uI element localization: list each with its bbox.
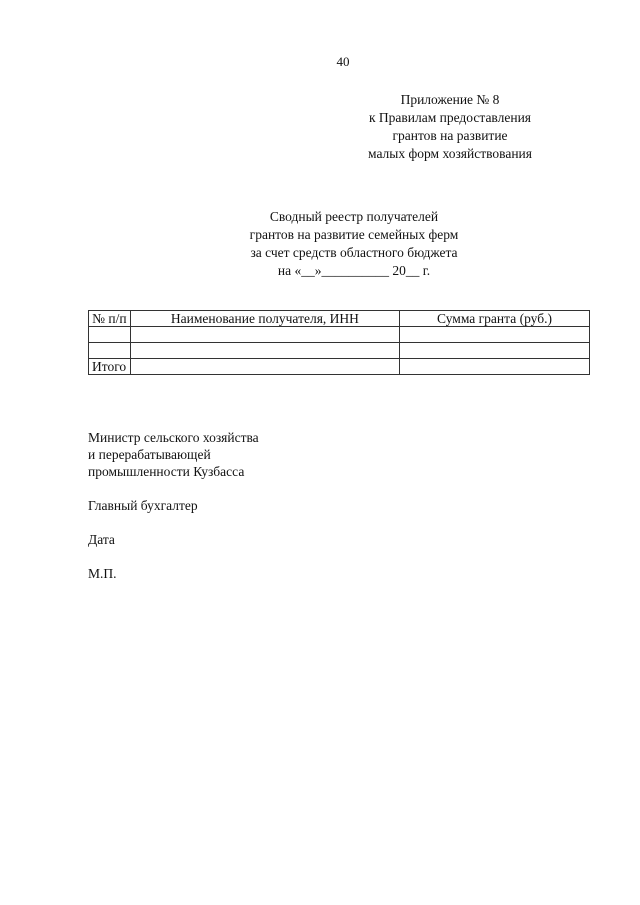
title-line: Сводный реестр получателей: [269, 209, 439, 224]
table-cell: [130, 343, 399, 359]
appendix-line: грантов на развитие: [392, 128, 508, 143]
table-cell: [400, 327, 590, 343]
stamp-label: М.П.: [88, 566, 117, 581]
total-label: Итого: [89, 359, 131, 375]
minister-line: Министр сельского хозяйства: [88, 430, 259, 445]
header-number: № п/п: [89, 311, 131, 327]
table-total-row: [89, 359, 590, 375]
minister-line: и перерабатывающей: [88, 447, 211, 462]
table-row: [89, 327, 590, 343]
total-sum-cell: [400, 359, 590, 375]
recipients-registry-table: [88, 310, 590, 375]
appendix-line: к Правилам предоставления: [368, 110, 532, 125]
title-date-line: на «__»__________ 20__ г.: [277, 263, 431, 278]
document-title: [0, 208, 640, 280]
signature-block: [88, 429, 259, 582]
minister-signature: [88, 429, 259, 480]
table-header-row: [89, 311, 590, 327]
date-label: Дата: [88, 532, 115, 547]
title-line: за счет средств областного бюджета: [250, 245, 458, 260]
total-name-cell: [130, 359, 399, 375]
minister-line: промышленности Кузбасса: [88, 464, 245, 479]
appendix-reference: [320, 91, 580, 163]
table-cell: [130, 327, 399, 343]
header-grant-amount: Сумма гранта (руб.): [400, 311, 590, 327]
appendix-line: малых форм хозяйствования: [368, 146, 532, 161]
title-line: грантов на развитие семейных ферм: [249, 227, 459, 242]
page-number: 40: [336, 54, 350, 69]
header-recipient-name: Наименование получателя, ИНН: [130, 311, 399, 327]
table-cell: [89, 327, 131, 343]
table-cell: [89, 343, 131, 359]
chief-accountant-label: Главный бухгалтер: [88, 498, 198, 513]
table-cell: [400, 343, 590, 359]
table-row: [89, 343, 590, 359]
appendix-line: Приложение № 8: [400, 92, 500, 107]
